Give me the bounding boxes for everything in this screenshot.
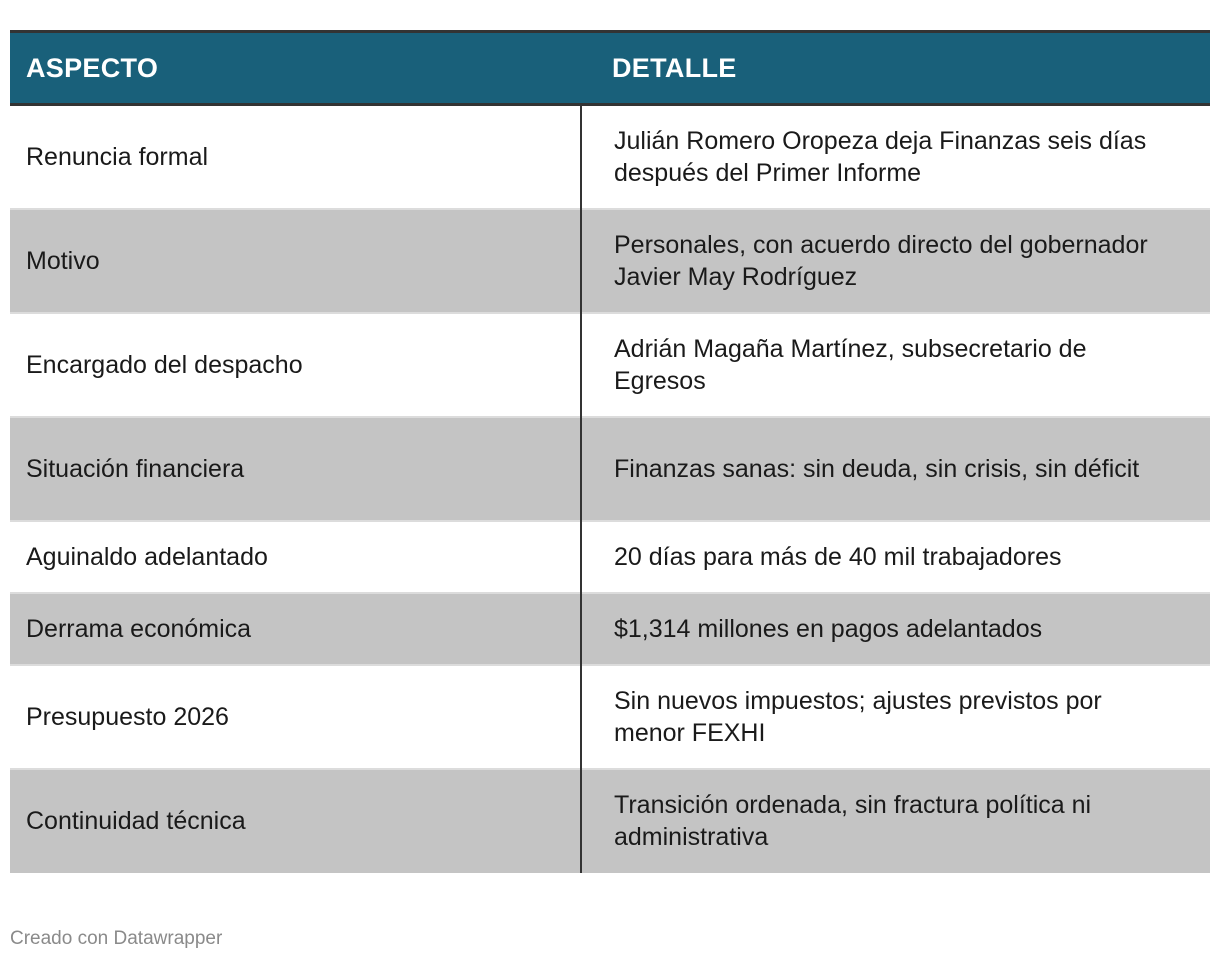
table-row [10, 313, 1210, 417]
table-header [10, 32, 1210, 105]
column-header-detalle[interactable]: DETALLE [612, 52, 737, 83]
detalle-cell: Finanzas sanas: sin deuda, sin crisis, sin déficit [614, 454, 1140, 483]
detalle-cell: 20 días para más de 40 mil trabajadores [614, 542, 1062, 571]
aspecto-cell: Presupuesto 2026 [10, 665, 581, 769]
aspecto-cell: Motivo [10, 209, 581, 313]
aspecto-cell: Situación financiera [10, 417, 581, 521]
table-row [10, 105, 1210, 209]
detalle-cell: Transición ordenada, sin fractura política ni administrativa [614, 791, 1092, 851]
aspecto-cell: Continuidad técnica [10, 769, 581, 873]
table-body [10, 105, 1210, 873]
detalle-cell: Julián Romero Oropeza deja Finanzas seis días después del Primer Informe [614, 126, 1147, 187]
header-row [10, 32, 1210, 105]
detalle-cell: Personales, con acuerdo directo del gobernador Javier May Rodríguez [614, 230, 1148, 291]
datawrapper-credit[interactable]: Creado con Datawrapper [10, 928, 223, 949]
column-header-aspecto[interactable]: ASPECTO [26, 52, 159, 83]
table-row [10, 769, 1210, 873]
detalle-cell: Sin nuevos impuestos; ajustes previstos por menor FEXHI [614, 686, 1102, 747]
aspecto-cell: Encargado del despacho [10, 313, 581, 417]
aspecto-cell: Aguinaldo adelantado [10, 521, 581, 593]
data-table [10, 30, 1210, 873]
data-table-container [10, 30, 1210, 873]
table-row [10, 593, 1210, 665]
table-row [10, 417, 1210, 521]
aspecto-cell: Renuncia formal [10, 105, 581, 209]
aspecto-cell: Derrama económica [10, 593, 581, 665]
table-row [10, 209, 1210, 313]
table-row [10, 665, 1210, 769]
table-row [10, 521, 1210, 593]
detalle-cell: $1,314 millones en pagos adelantados [614, 614, 1043, 643]
detalle-cell: Adrián Magaña Martínez, subsecretario de Egresos [614, 334, 1087, 395]
